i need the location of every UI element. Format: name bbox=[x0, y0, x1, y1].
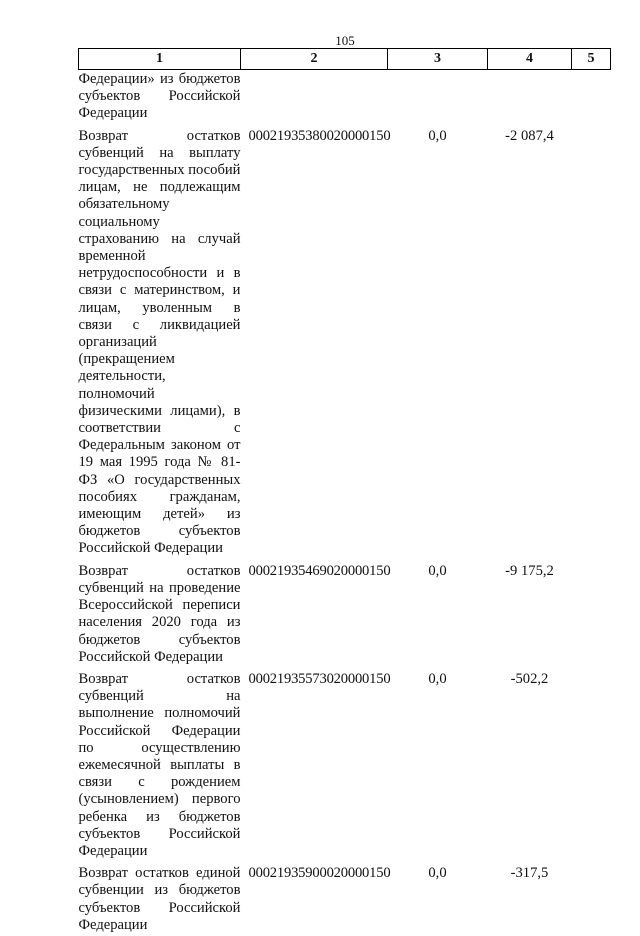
table-row bbox=[79, 668, 611, 862]
column-header-1: 1 bbox=[79, 49, 241, 70]
row-value-col3: 0,0 bbox=[428, 127, 447, 144]
page-number: 105 bbox=[335, 33, 355, 48]
row-code: 00021935573020000150 bbox=[248, 670, 391, 687]
column-header-4: 4 bbox=[488, 49, 572, 70]
row-description: Возврат остатков единой субвенции из бюджетов субъектов Российской Федерации bbox=[78, 865, 241, 933]
row-value-col3: 0,0 bbox=[428, 865, 447, 882]
row-value-col5 bbox=[572, 70, 611, 125]
row-value-col3: 0,0 bbox=[428, 670, 447, 687]
row-description: Возврат остатков субвенций на проведение Всероссийской переписи населения 2020 года из бюджетов субъектов Российской Федерации bbox=[78, 562, 241, 665]
table-header-row bbox=[79, 49, 611, 70]
column-header-3: 3 bbox=[388, 49, 488, 70]
row-description: Возврат остатков субвенций на выполнение полномочий Российской Федерации по осуществлению ежемесячной выплаты в связи с рождением (усыновлением) первого ребенка из бюджетов субъектов Российской Федерации bbox=[78, 670, 241, 859]
row-code: 00021935469020000150 bbox=[248, 562, 391, 579]
row-value-col5 bbox=[572, 862, 611, 936]
row-value-col4: -9 175,2 bbox=[505, 562, 554, 579]
table-row bbox=[79, 560, 611, 668]
row-code: 00021935380020000150 bbox=[248, 127, 391, 144]
row-description: Возврат остатков субвенций на выплату государственных пособий лицам, не подлежащим обязательному социальному страхованию на случай временной нетрудоспособности и в связи с материнством, и лицам, уволенным в связи с ликвидацией организаций (прекращением деятельности, полномочий физическими лицами), в соответствии с Федеральным законом от 19 мая 1995 года № 81-ФЗ «О государственных пособиях гражданам, имеющим детей» из бюджетов субъектов Российской Федерации bbox=[78, 127, 241, 557]
row-value-col5 bbox=[572, 668, 611, 862]
row-value-col4: -2 087,4 bbox=[505, 127, 554, 144]
table-row bbox=[79, 70, 611, 125]
table-row bbox=[79, 862, 611, 936]
row-value-col4: -317,5 bbox=[510, 865, 549, 882]
row-value-col5 bbox=[572, 560, 611, 668]
row-value-col5 bbox=[572, 125, 611, 560]
row-description: Федерации» из бюджетов субъектов Российской Федерации bbox=[78, 71, 241, 122]
row-code bbox=[241, 70, 388, 125]
row-value-col4 bbox=[488, 70, 572, 125]
row-code: 00021935900020000150 bbox=[248, 865, 391, 882]
table-row bbox=[79, 125, 611, 560]
row-value-col3 bbox=[388, 70, 488, 125]
column-header-2: 2 bbox=[241, 49, 388, 70]
row-value-col4: -502,2 bbox=[510, 670, 549, 687]
row-value-col3: 0,0 bbox=[428, 562, 447, 579]
column-header-5: 5 bbox=[572, 49, 611, 70]
budget-table bbox=[78, 48, 611, 936]
